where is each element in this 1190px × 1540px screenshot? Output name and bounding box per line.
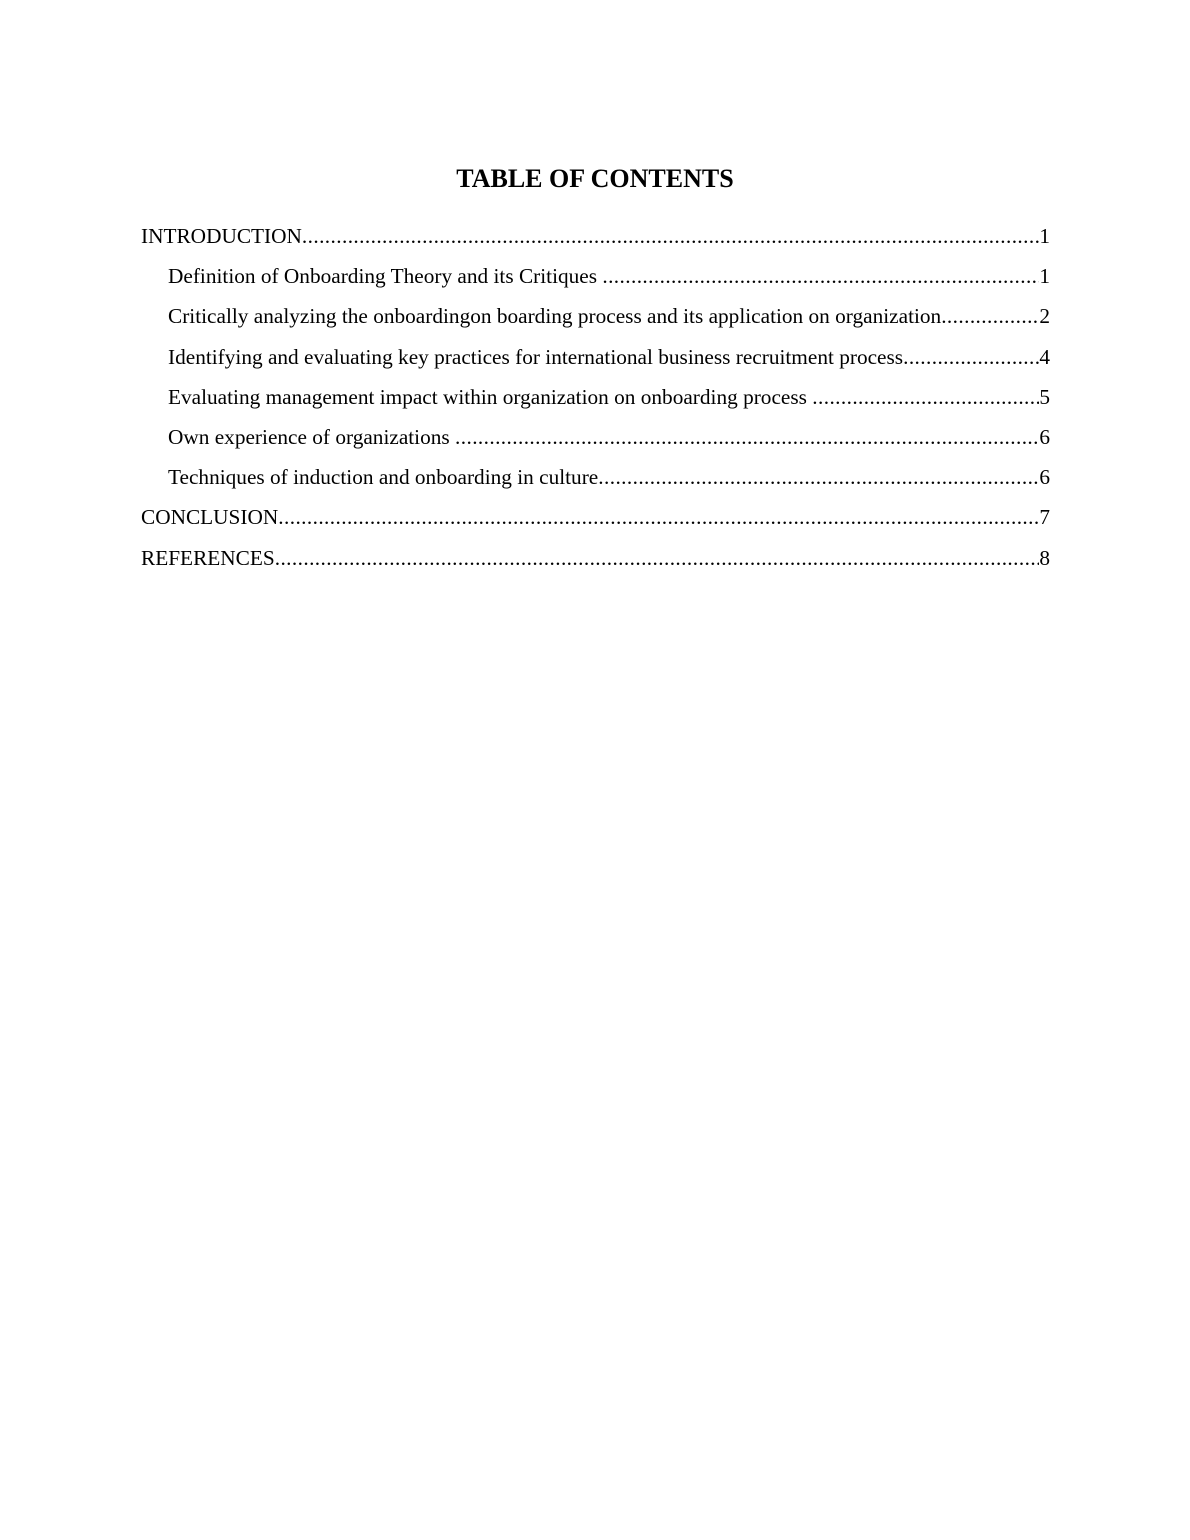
toc-entry-references[interactable]: [141, 542, 1050, 582]
page-title: TABLE OF CONTENTS: [456, 164, 734, 193]
toc-entry-page-number: 4: [1039, 344, 1050, 369]
toc-entry-onboarding-theory[interactable]: [141, 260, 1050, 300]
toc-entry-label: REFERENCES: [141, 545, 275, 570]
toc-entry-label: Critically analyzing the onboardingon boarding process and its application on organization: [168, 304, 942, 329]
dot-leader: [812, 381, 1039, 413]
toc-entry-page-number: 1: [1039, 224, 1050, 248]
toc-entry-page-number: 2: [1039, 304, 1050, 329]
toc-entry-label: Techniques of induction and onboarding in culture: [168, 465, 599, 490]
toc-entry-conclusion[interactable]: [141, 501, 1050, 541]
toc-entry-label: Identifying and evaluating key practices for international business recruitment process: [168, 344, 904, 369]
toc-entry-page-number: 8: [1039, 545, 1050, 570]
toc-entry-onboarding-process[interactable]: [141, 300, 1050, 340]
dot-leader: [903, 341, 1039, 373]
dot-leader: [602, 260, 1039, 292]
toc-entry-label: Evaluating management impact within organization on onboarding process: [168, 384, 813, 409]
toc-entry-induction-techniques[interactable]: [141, 461, 1050, 501]
toc-entry-page-number: 5: [1039, 384, 1050, 409]
toc-entry-introduction[interactable]: [141, 220, 1050, 260]
dot-leader: [598, 461, 1039, 493]
dot-leader: [275, 542, 1040, 574]
toc-entry-page-number: 6: [1039, 424, 1050, 449]
toc-list: [141, 220, 1050, 582]
toc-entry-own-experience[interactable]: [141, 421, 1050, 461]
toc-entry-page-number: 1: [1039, 264, 1050, 289]
toc-entry-label: CONCLUSION: [141, 505, 279, 530]
toc-entry-label: INTRODUCTION: [141, 224, 302, 248]
toc-entry-recruitment-practices[interactable]: [141, 341, 1050, 381]
toc-entry-page-number: 7: [1039, 505, 1050, 530]
dot-leader: [941, 300, 1039, 332]
toc-entry-label: Own experience of organizations: [168, 424, 456, 449]
dot-leader: [455, 421, 1039, 453]
toc-entry-page-number: 6: [1039, 465, 1050, 490]
toc-entry-label: Definition of Onboarding Theory and its Critiques: [168, 264, 603, 289]
dot-leader: [302, 220, 1039, 252]
dot-leader: [278, 501, 1039, 533]
toc-entry-management-impact[interactable]: [141, 381, 1050, 421]
